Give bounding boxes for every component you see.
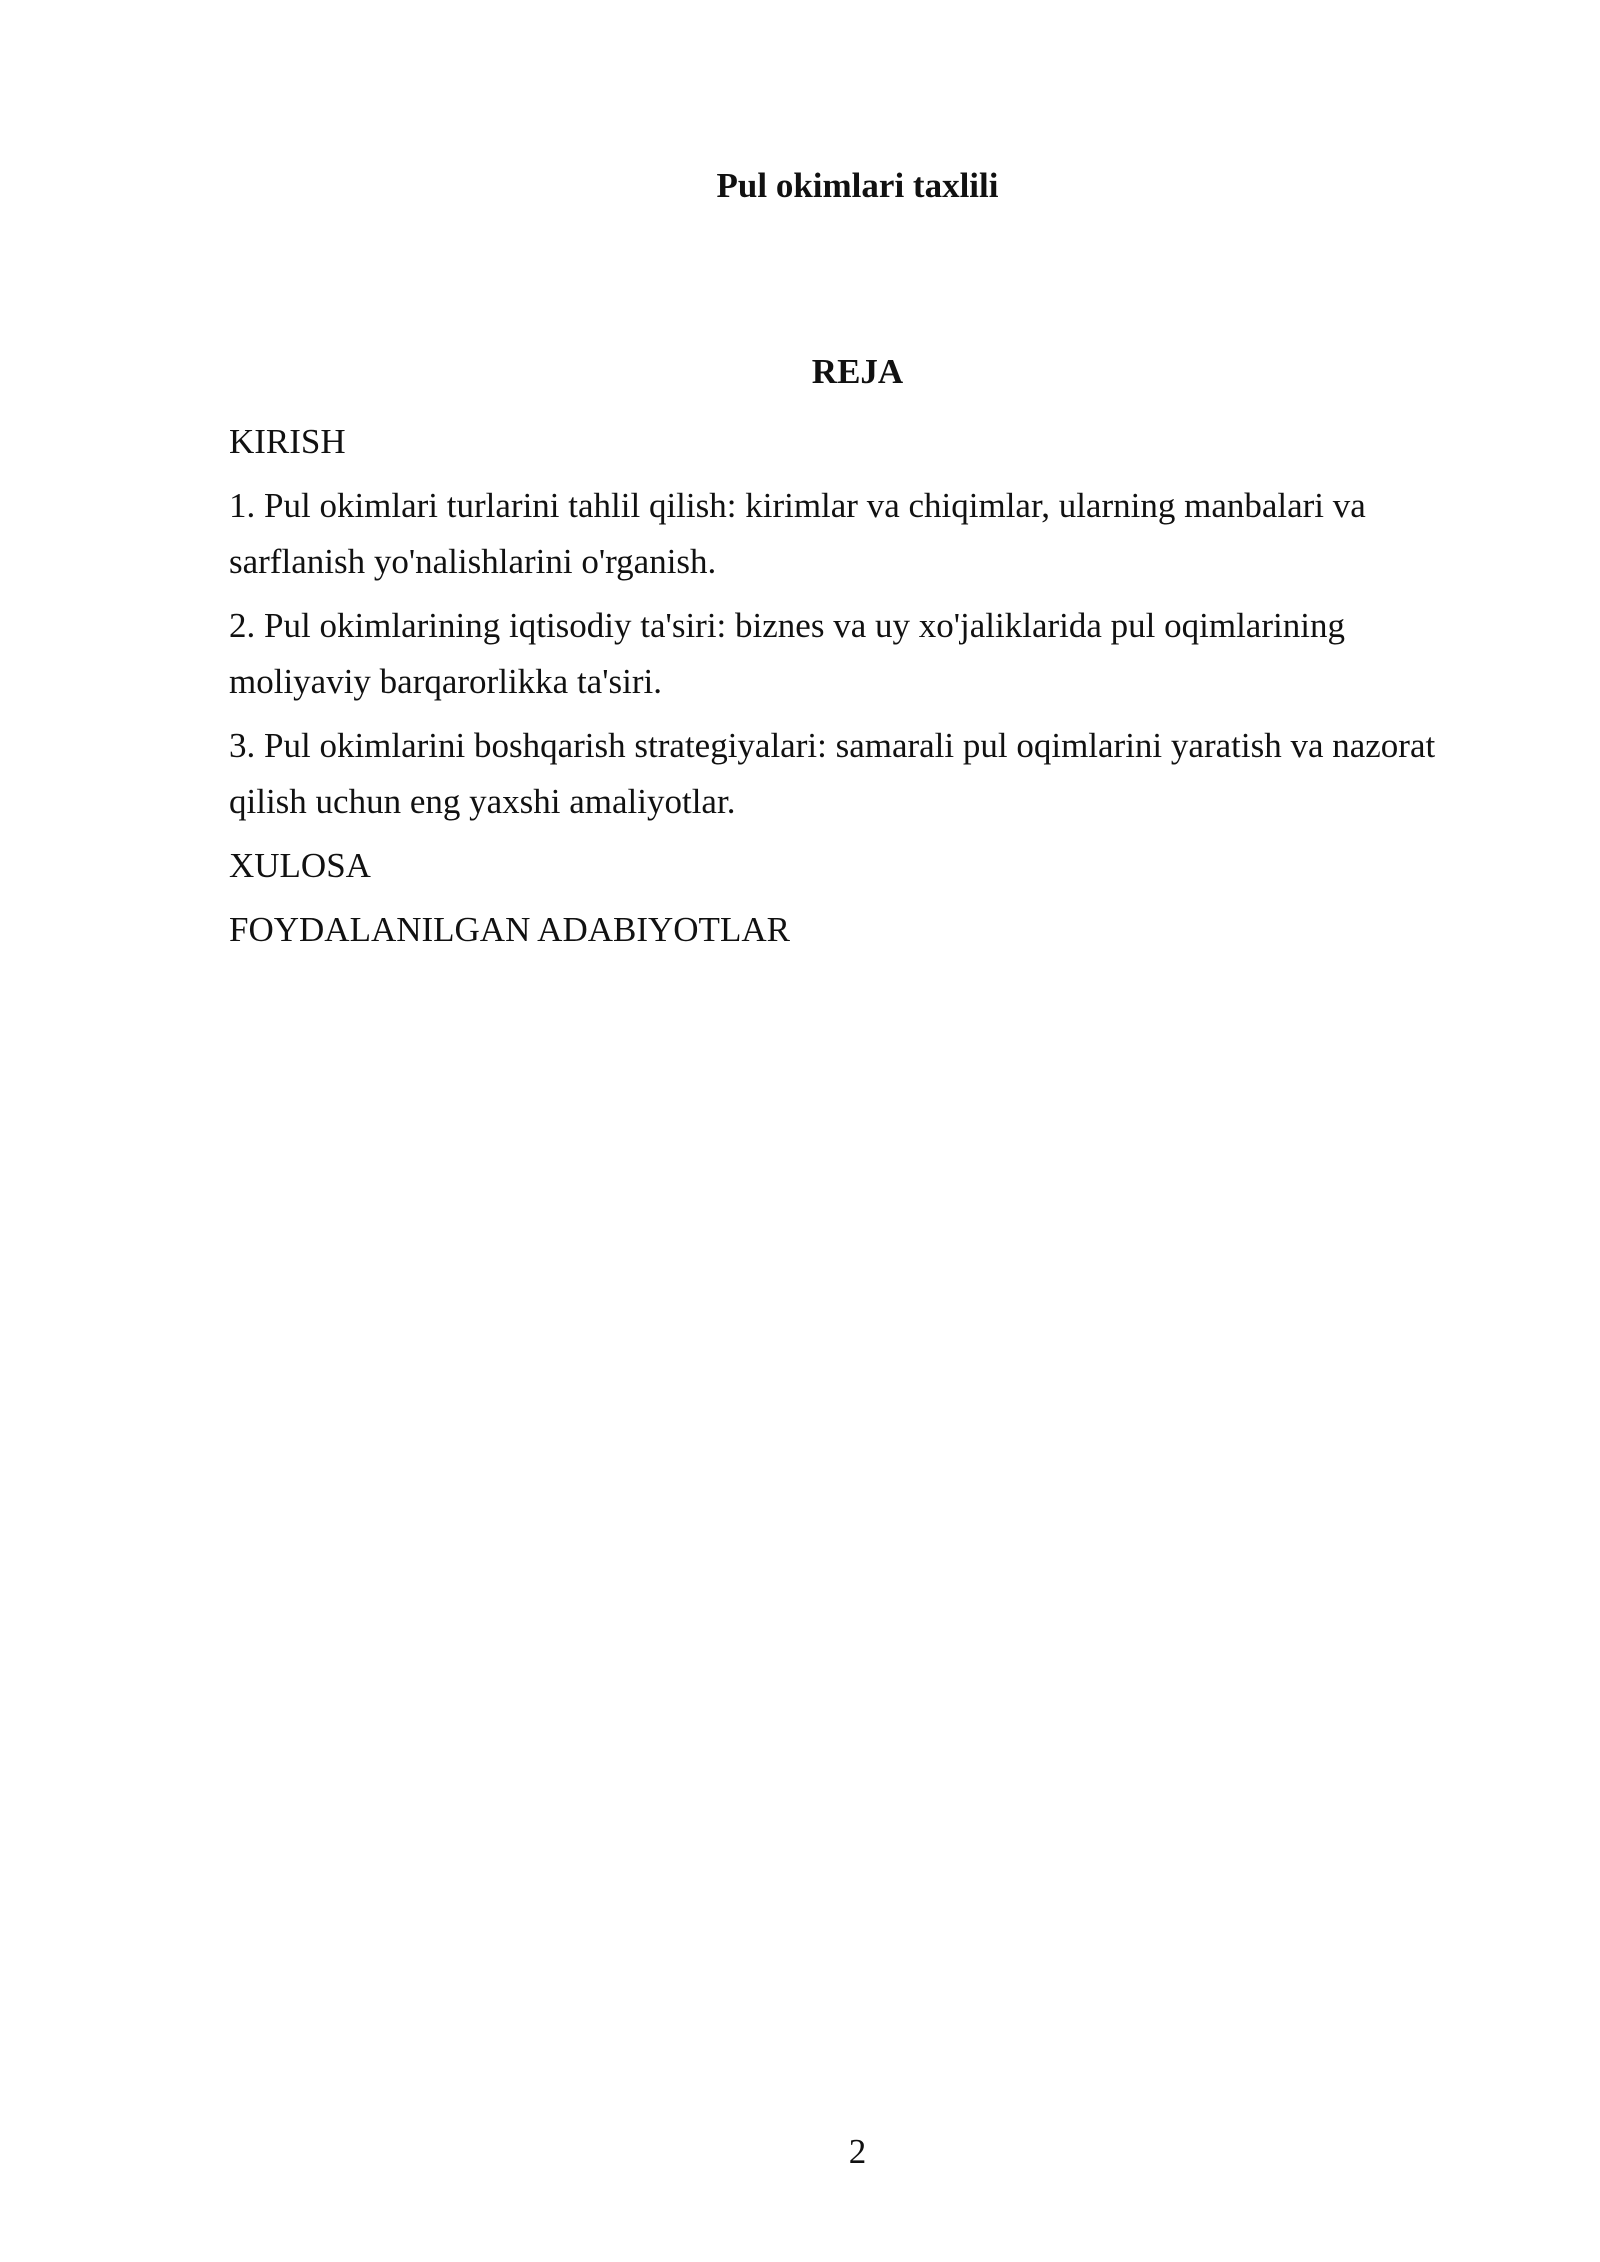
plan-item-introduction: KIRISH (229, 422, 346, 461)
page-number: 2 (848, 2132, 867, 2171)
document-title: Pul okimlari taxlili (716, 166, 999, 205)
plan-item-conclusion: XULOSA (229, 846, 371, 885)
plan-item-1: 1. Pul okimlari turlarini tahlil qilish: kirimlar va chiqimlar, ularning manbalari va sarflanish yo'nalishlarini o'rganish. (229, 486, 1366, 581)
plan-item-references: FOYDALANILGAN ADABIYOTLAR (229, 910, 790, 949)
plan-list (229, 414, 1479, 966)
plan-heading: REJA (811, 352, 904, 391)
plan-item-2: 2. Pul okimlarining iqtisodiy ta'siri: biznes va uy xo'jaliklarida pul oqimlarining moliyaviy barqarorlikka ta'siri. (229, 606, 1345, 701)
plan-item-3: 3. Pul okimlarini boshqarish strategiyalari: samarali pul oqimlarini yaratish va nazorat qilish uchun eng yaxshi amaliyotlar. (229, 726, 1436, 821)
